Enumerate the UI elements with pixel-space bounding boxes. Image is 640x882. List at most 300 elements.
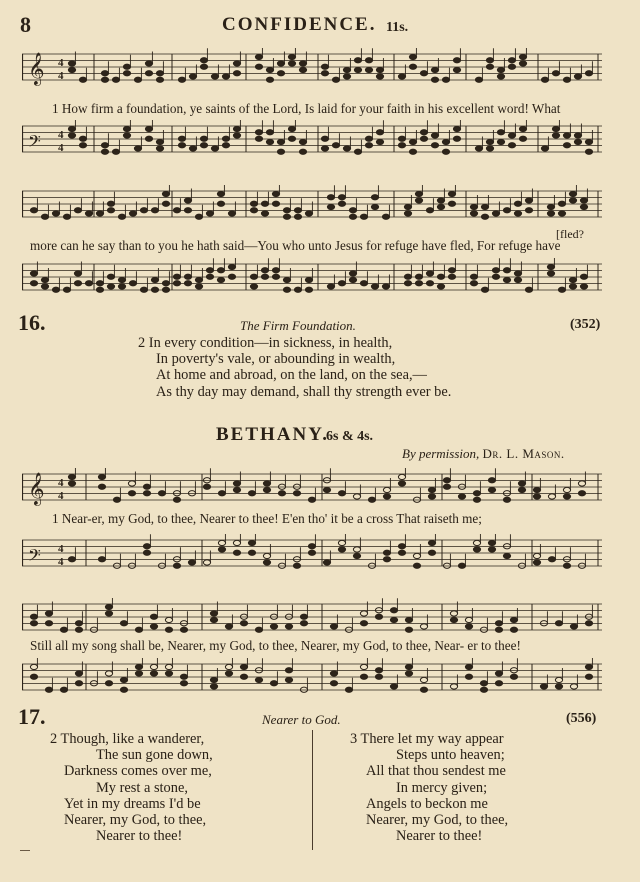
note-icon xyxy=(376,130,383,135)
note-icon xyxy=(585,139,592,144)
note-icon xyxy=(189,146,196,151)
note-icon xyxy=(255,627,262,632)
note-icon xyxy=(413,563,420,568)
note-icon xyxy=(376,74,383,79)
note-icon xyxy=(525,198,532,203)
note-icon xyxy=(105,604,112,609)
note-icon xyxy=(165,664,172,669)
note-icon xyxy=(563,494,570,499)
note-icon xyxy=(266,77,273,82)
note-icon xyxy=(261,268,268,273)
bass-clef-icon: 𝄢 xyxy=(28,547,41,569)
note-icon xyxy=(107,284,114,289)
note-icon xyxy=(330,671,337,676)
note-icon xyxy=(206,268,213,273)
note-icon xyxy=(514,201,521,206)
verse-line: All that thou sendest me xyxy=(366,763,506,780)
note-icon xyxy=(135,671,142,676)
note-icon xyxy=(68,557,75,562)
note-icon xyxy=(118,277,125,282)
note-icon xyxy=(508,133,515,138)
note-icon xyxy=(540,684,547,689)
note-icon xyxy=(203,484,210,489)
note-icon xyxy=(162,287,169,292)
note-icon xyxy=(151,287,158,292)
lyric-line: 1 Near-er, my God, to thee, Nearer to thee! E'en tho' it be a cross That raiseth me; xyxy=(52,511,482,526)
note-icon xyxy=(189,74,196,79)
note-icon xyxy=(151,277,158,282)
note-icon xyxy=(178,143,185,148)
note-icon xyxy=(134,77,141,82)
note-icon xyxy=(349,208,356,213)
note-icon xyxy=(398,544,405,549)
note-icon xyxy=(390,684,397,689)
note-icon xyxy=(409,149,416,154)
note-icon xyxy=(488,540,495,545)
lyric-fled: [fled? xyxy=(556,227,584,241)
note-icon xyxy=(261,211,268,216)
note-icon xyxy=(74,281,81,286)
note-icon xyxy=(321,146,328,151)
note-icon xyxy=(431,143,438,148)
note-icon xyxy=(75,627,82,632)
note-icon xyxy=(327,204,334,209)
note-icon xyxy=(270,624,277,629)
note-icon xyxy=(228,211,235,216)
note-icon xyxy=(405,627,412,632)
verse-line: Nearer to thee! xyxy=(396,828,483,845)
note-icon xyxy=(552,126,559,131)
note-icon xyxy=(368,497,375,502)
note-icon xyxy=(217,191,224,196)
note-icon xyxy=(547,264,554,269)
note-icon xyxy=(184,274,191,279)
note-icon xyxy=(458,563,465,568)
note-icon xyxy=(428,494,435,499)
note-icon xyxy=(308,550,315,555)
note-icon xyxy=(162,281,169,286)
note-icon xyxy=(443,484,450,489)
note-icon xyxy=(123,126,130,131)
note-icon xyxy=(376,139,383,144)
note-icon xyxy=(428,487,435,492)
note-icon xyxy=(580,284,587,289)
note-icon xyxy=(178,77,185,82)
note-icon xyxy=(514,277,521,282)
note-icon xyxy=(360,281,367,286)
note-icon xyxy=(30,674,37,679)
note-icon xyxy=(580,204,587,209)
note-icon xyxy=(101,143,108,148)
note-icon xyxy=(558,211,565,216)
note-icon xyxy=(510,627,517,632)
note-icon xyxy=(465,664,472,669)
note-icon xyxy=(135,664,142,669)
note-icon xyxy=(555,621,562,626)
time-signature: 4 xyxy=(58,142,64,154)
note-icon xyxy=(323,560,330,565)
note-icon xyxy=(398,474,405,479)
time-signature: 4 xyxy=(58,556,64,568)
note-icon xyxy=(180,681,187,686)
note-icon xyxy=(343,67,350,72)
note-icon xyxy=(349,214,356,219)
note-icon xyxy=(156,71,163,76)
note-icon xyxy=(218,491,225,496)
note-icon xyxy=(150,614,157,619)
note-icon xyxy=(277,71,284,76)
note-icon xyxy=(217,277,224,282)
note-icon xyxy=(45,611,52,616)
note-icon xyxy=(569,198,576,203)
note-icon xyxy=(294,287,301,292)
note-icon xyxy=(305,287,312,292)
note-icon xyxy=(96,287,103,292)
note-icon xyxy=(448,201,455,206)
note-icon xyxy=(228,264,235,269)
note-icon xyxy=(63,287,70,292)
note-icon xyxy=(458,494,465,499)
note-icon xyxy=(398,481,405,486)
note-icon xyxy=(558,287,565,292)
note-icon xyxy=(74,208,81,213)
verse-line: 3 There let my way appear xyxy=(350,731,504,747)
note-icon xyxy=(299,149,306,154)
note-icon xyxy=(288,61,295,66)
note-icon xyxy=(74,271,81,276)
note-icon xyxy=(420,71,427,76)
note-icon xyxy=(140,208,147,213)
note-icon xyxy=(503,277,510,282)
note-icon xyxy=(222,136,229,141)
note-icon xyxy=(426,281,433,286)
note-icon xyxy=(85,211,92,216)
time-signature: 4 xyxy=(58,477,64,489)
note-icon xyxy=(200,58,207,63)
note-icon xyxy=(383,487,390,492)
note-icon xyxy=(365,67,372,72)
note-icon xyxy=(519,126,526,131)
note-icon xyxy=(508,64,515,69)
note-icon xyxy=(375,668,382,673)
note-icon xyxy=(184,208,191,213)
note-icon xyxy=(486,139,493,144)
note-icon xyxy=(360,674,367,679)
note-icon xyxy=(503,208,510,213)
note-icon xyxy=(578,491,585,496)
note-icon xyxy=(120,677,127,682)
note-icon xyxy=(299,67,306,72)
hymn-17-ref: (556) xyxy=(566,711,597,726)
note-icon xyxy=(105,671,112,676)
note-icon xyxy=(585,674,592,679)
note-icon xyxy=(390,617,397,622)
note-icon xyxy=(349,271,356,276)
note-icon xyxy=(105,611,112,616)
note-icon xyxy=(218,547,225,552)
note-icon xyxy=(503,497,510,502)
music-staff-bass xyxy=(22,258,602,298)
note-icon xyxy=(330,681,337,686)
note-icon xyxy=(255,677,262,682)
note-icon xyxy=(420,687,427,692)
note-icon xyxy=(570,624,577,629)
note-icon xyxy=(555,684,562,689)
note-icon xyxy=(79,136,86,141)
meter-confidence: 11s. xyxy=(386,20,409,35)
hymn-17-name: Nearer to God. xyxy=(262,712,341,727)
hymn-16-name: The Firm Foundation. xyxy=(240,318,356,333)
note-icon xyxy=(101,71,108,76)
note-icon xyxy=(288,136,295,141)
note-icon xyxy=(143,550,150,555)
tune-title-bethany: BETHANY. xyxy=(216,424,329,445)
music-staff-treble xyxy=(22,598,602,638)
note-icon xyxy=(470,211,477,216)
verse-line: In mercy given; xyxy=(396,779,488,796)
note-icon xyxy=(145,61,152,66)
note-icon xyxy=(574,74,581,79)
note-icon xyxy=(428,540,435,545)
note-icon xyxy=(41,277,48,282)
note-icon xyxy=(200,64,207,69)
note-icon xyxy=(465,617,472,622)
note-icon xyxy=(552,133,559,138)
note-icon xyxy=(338,281,345,286)
verse-line: Steps unto heaven; xyxy=(396,747,505,764)
note-icon xyxy=(107,274,114,279)
note-icon xyxy=(448,191,455,196)
note-icon xyxy=(240,664,247,669)
page-number: 8 xyxy=(20,12,31,37)
note-icon xyxy=(294,208,301,213)
note-icon xyxy=(481,214,488,219)
note-icon xyxy=(563,487,570,492)
note-icon xyxy=(442,149,449,154)
verse-line: My rest a stone, xyxy=(96,779,188,796)
note-icon xyxy=(129,211,136,216)
note-icon xyxy=(263,553,270,558)
note-icon xyxy=(338,540,345,545)
note-icon xyxy=(343,74,350,79)
music-staff-treble xyxy=(22,185,602,225)
note-icon xyxy=(285,668,292,673)
note-icon xyxy=(217,268,224,273)
note-icon xyxy=(437,274,444,279)
note-icon xyxy=(60,687,67,692)
note-icon xyxy=(508,58,515,63)
note-icon xyxy=(293,563,300,568)
page-mark xyxy=(20,850,30,851)
note-icon xyxy=(453,126,460,131)
note-icon xyxy=(486,64,493,69)
note-icon xyxy=(173,281,180,286)
note-icon xyxy=(75,621,82,626)
composer-credit xyxy=(402,446,565,462)
note-icon xyxy=(30,621,37,626)
note-icon xyxy=(210,684,217,689)
note-icon xyxy=(404,204,411,209)
note-icon xyxy=(510,617,517,622)
note-icon xyxy=(585,71,592,76)
note-icon xyxy=(145,126,152,131)
note-icon xyxy=(255,130,262,135)
note-icon xyxy=(156,77,163,82)
verse-line: At home and abroad, on the land, on the sea,— xyxy=(156,367,427,384)
note-icon xyxy=(228,274,235,279)
time-signature: 4 xyxy=(58,57,64,69)
note-icon xyxy=(266,67,273,72)
note-icon xyxy=(465,624,472,629)
note-icon xyxy=(113,497,120,502)
note-icon xyxy=(547,211,554,216)
lyric-line: more can he say than to you he hath said—You who unto Jesus for refuge have fled, For refuge have xyxy=(30,238,561,253)
note-icon xyxy=(415,274,422,279)
note-icon xyxy=(225,664,232,669)
note-icon xyxy=(321,71,328,76)
note-icon xyxy=(250,284,257,289)
note-icon xyxy=(277,139,284,144)
note-icon xyxy=(420,677,427,682)
note-icon xyxy=(574,133,581,138)
note-icon xyxy=(129,281,136,286)
verse-line: Yet in my dreams I'd be xyxy=(64,795,201,812)
note-icon xyxy=(266,130,273,135)
note-icon xyxy=(225,624,232,629)
note-icon xyxy=(470,204,477,209)
note-icon xyxy=(60,627,67,632)
verse-line: 2 Though, like a wanderer, xyxy=(50,731,205,747)
note-icon xyxy=(200,143,207,148)
note-icon xyxy=(404,274,411,279)
note-icon xyxy=(165,671,172,676)
note-icon xyxy=(473,540,480,545)
note-icon xyxy=(68,61,75,66)
note-icon xyxy=(503,268,510,273)
note-icon xyxy=(569,284,576,289)
note-icon xyxy=(354,58,361,63)
note-icon xyxy=(210,677,217,682)
note-icon xyxy=(547,204,554,209)
note-icon xyxy=(353,494,360,499)
note-icon xyxy=(85,281,92,286)
hymn-number-17: 17. xyxy=(18,704,46,729)
note-icon xyxy=(349,277,356,282)
note-icon xyxy=(495,671,502,676)
note-icon xyxy=(497,139,504,144)
note-icon xyxy=(305,211,312,216)
note-icon xyxy=(327,195,334,200)
note-icon xyxy=(105,681,112,686)
note-icon xyxy=(353,547,360,552)
note-icon xyxy=(563,77,570,82)
note-icon xyxy=(266,139,273,144)
permission-text: By permission, xyxy=(402,446,480,461)
note-icon xyxy=(156,146,163,151)
note-icon xyxy=(409,54,416,59)
tune-title-confidence: CONFIDENCE. xyxy=(222,14,377,35)
note-icon xyxy=(123,71,130,76)
note-icon xyxy=(140,287,147,292)
note-icon xyxy=(305,277,312,282)
note-icon xyxy=(261,274,268,279)
note-icon xyxy=(533,494,540,499)
note-icon xyxy=(68,474,75,479)
time-signature: 4 xyxy=(58,490,64,502)
verse-line: Angels to beckon me xyxy=(366,795,488,812)
note-icon xyxy=(45,687,52,692)
note-icon xyxy=(497,130,504,135)
note-icon xyxy=(431,67,438,72)
note-icon xyxy=(107,201,114,206)
note-icon xyxy=(272,201,279,206)
note-icon xyxy=(321,64,328,69)
note-icon xyxy=(41,284,48,289)
note-icon xyxy=(570,684,577,689)
note-icon xyxy=(327,284,334,289)
note-icon xyxy=(360,664,367,669)
treble-clef-icon: 𝄞 xyxy=(28,54,45,85)
note-icon xyxy=(101,149,108,154)
note-icon xyxy=(585,621,592,626)
note-icon xyxy=(272,268,279,273)
note-icon xyxy=(118,284,125,289)
note-icon xyxy=(431,77,438,82)
note-icon xyxy=(465,674,472,679)
note-icon xyxy=(255,136,262,141)
note-icon xyxy=(30,614,37,619)
note-icon xyxy=(128,481,135,486)
meter-bethany: 6s & 4s. xyxy=(326,429,374,444)
note-icon xyxy=(519,136,526,141)
note-icon xyxy=(495,627,502,632)
note-icon xyxy=(75,671,82,676)
note-icon xyxy=(250,274,257,279)
note-icon xyxy=(585,149,592,154)
note-icon xyxy=(541,77,548,82)
note-icon xyxy=(120,687,127,692)
note-icon xyxy=(475,146,482,151)
note-icon xyxy=(480,687,487,692)
note-icon xyxy=(383,550,390,555)
treble-clef-icon: 𝄞 xyxy=(28,474,45,505)
note-icon xyxy=(563,143,570,148)
note-icon xyxy=(184,198,191,203)
note-icon xyxy=(448,274,455,279)
note-icon xyxy=(518,487,525,492)
note-icon xyxy=(165,617,172,622)
note-icon xyxy=(165,627,172,632)
note-icon xyxy=(218,540,225,545)
verse-block xyxy=(50,731,213,844)
note-icon xyxy=(375,614,382,619)
note-icon xyxy=(473,497,480,502)
note-icon xyxy=(514,271,521,276)
note-icon xyxy=(233,126,240,131)
verse-line: Nearer, my God, to thee, xyxy=(64,812,207,829)
note-icon xyxy=(233,71,240,76)
note-icon xyxy=(63,214,70,219)
note-icon xyxy=(330,624,337,629)
note-icon xyxy=(415,281,422,286)
note-icon xyxy=(68,481,75,486)
note-icon xyxy=(371,204,378,209)
note-icon xyxy=(552,71,559,76)
time-signature: 4 xyxy=(58,543,64,555)
note-icon xyxy=(338,547,345,552)
note-icon xyxy=(382,284,389,289)
note-icon xyxy=(173,563,180,568)
